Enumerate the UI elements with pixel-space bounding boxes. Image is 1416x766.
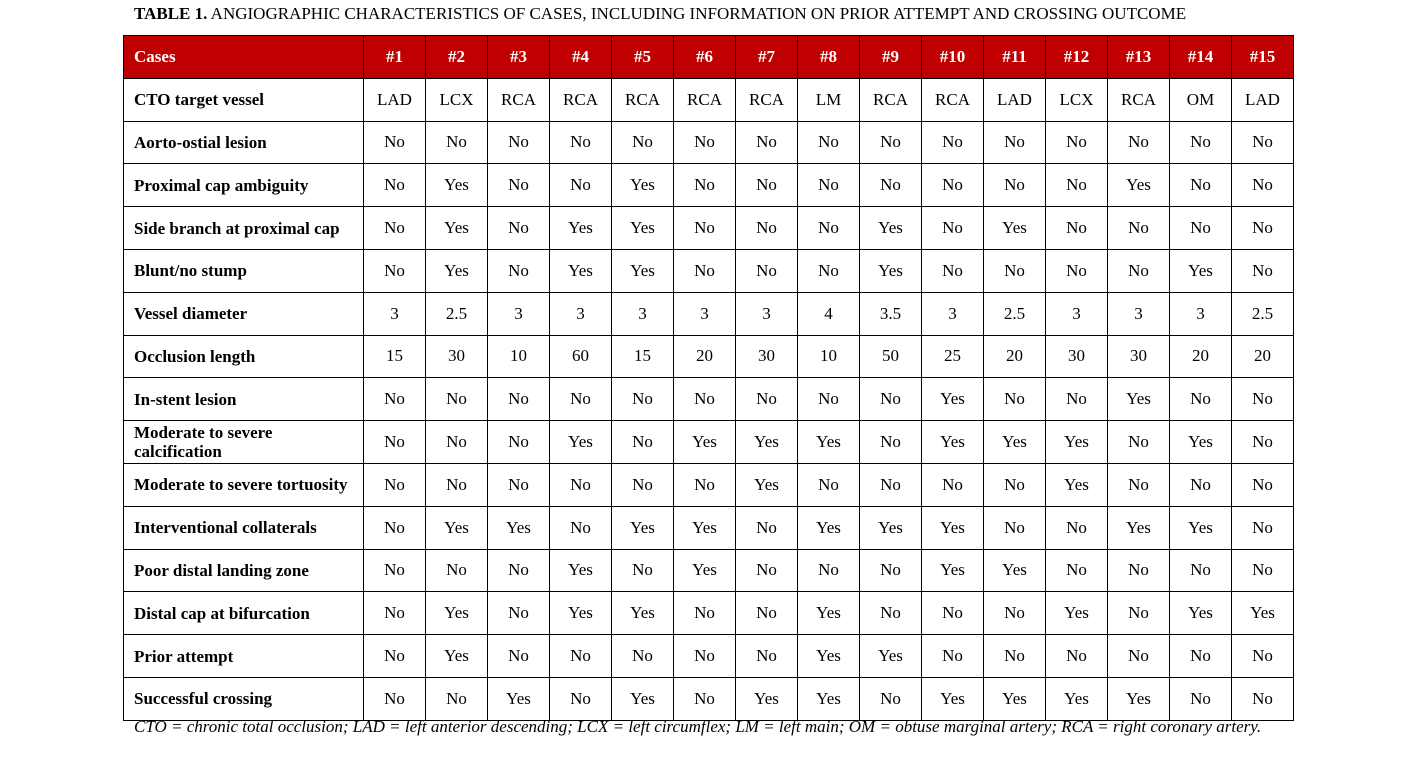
table-cell: No: [1108, 635, 1170, 678]
table-cell: No: [860, 421, 922, 464]
table-cell: No: [984, 592, 1046, 635]
header-case-14: #14: [1170, 36, 1232, 79]
table-cell: No: [488, 121, 550, 164]
table-cell: Yes: [984, 207, 1046, 250]
table-row: [124, 78, 1294, 121]
table-cell: 3: [364, 292, 426, 335]
table-cell: No: [1108, 549, 1170, 592]
table-body: [124, 78, 1294, 720]
header-case-5: #5: [612, 36, 674, 79]
table-cell: No: [364, 421, 426, 464]
table-cell: No: [922, 635, 984, 678]
row-label: Moderate to severe calcification: [124, 421, 364, 464]
table-cell: No: [364, 378, 426, 421]
table-cell: No: [488, 635, 550, 678]
row-label: Aorto-ostial lesion: [124, 121, 364, 164]
table-cell: OM: [1170, 78, 1232, 121]
table-row: [124, 677, 1294, 720]
table-cell: RCA: [550, 78, 612, 121]
table-row: [124, 635, 1294, 678]
table-cell: No: [550, 378, 612, 421]
table-cell: 30: [1108, 335, 1170, 378]
table-cell: No: [1108, 463, 1170, 506]
table-cell: Yes: [550, 421, 612, 464]
table-cell: 30: [736, 335, 798, 378]
table-cell: Yes: [736, 677, 798, 720]
table-cell: No: [798, 463, 860, 506]
table-cell: No: [1232, 249, 1294, 292]
table-cell: RCA: [674, 78, 736, 121]
table-cell: No: [1170, 549, 1232, 592]
table-cell: Yes: [426, 207, 488, 250]
table-cell: Yes: [612, 677, 674, 720]
table-cell: Yes: [426, 635, 488, 678]
row-label: Side branch at proximal cap: [124, 207, 364, 250]
table-title: ANGIOGRAPHIC CHARACTERISTICS OF CASES, INCLUDING INFORMATION ON PRIOR ATTEMPT AND CROSSING OUTCOME: [207, 4, 1187, 23]
table-cell: No: [922, 121, 984, 164]
table-cell: No: [736, 249, 798, 292]
table-cell: Yes: [1046, 592, 1108, 635]
table-cell: No: [364, 249, 426, 292]
table-cell: No: [488, 421, 550, 464]
table-row: [124, 506, 1294, 549]
table-cell: Yes: [426, 164, 488, 207]
table-cell: No: [674, 635, 736, 678]
table-cell: Yes: [984, 421, 1046, 464]
table-cell: Yes: [1108, 677, 1170, 720]
table-cell: No: [1046, 506, 1108, 549]
table-cell: No: [984, 121, 1046, 164]
table-cell: No: [364, 506, 426, 549]
table-cell: No: [364, 677, 426, 720]
table-cell: 3: [1170, 292, 1232, 335]
table-cell: 20: [1170, 335, 1232, 378]
table-cell: No: [426, 677, 488, 720]
table-cell: 3: [612, 292, 674, 335]
table-cell: RCA: [1108, 78, 1170, 121]
row-label: Successful crossing: [124, 677, 364, 720]
table-cell: No: [1232, 164, 1294, 207]
table-cell: No: [984, 506, 1046, 549]
table-cell: No: [736, 592, 798, 635]
table-cell: Yes: [612, 249, 674, 292]
table-cell: No: [1232, 421, 1294, 464]
table-cell: No: [736, 549, 798, 592]
table-cell: No: [1046, 121, 1108, 164]
row-label: Prior attempt: [124, 635, 364, 678]
table-cell: 4: [798, 292, 860, 335]
table-cell: LM: [798, 78, 860, 121]
table-cell: No: [364, 635, 426, 678]
table-cell: No: [860, 677, 922, 720]
header-case-10: #10: [922, 36, 984, 79]
table-cell: RCA: [488, 78, 550, 121]
table-cell: No: [1232, 207, 1294, 250]
table-cell: No: [1108, 121, 1170, 164]
table-cell: No: [550, 121, 612, 164]
table-cell: Yes: [860, 249, 922, 292]
table-cell: No: [550, 506, 612, 549]
table-cell: Yes: [984, 677, 1046, 720]
table-row: [124, 421, 1294, 464]
table-cell: No: [860, 549, 922, 592]
table-cell: 10: [488, 335, 550, 378]
table-cell: Yes: [1232, 592, 1294, 635]
header-case-15: #15: [1232, 36, 1294, 79]
table-cell: Yes: [1170, 421, 1232, 464]
table-cell: 3.5: [860, 292, 922, 335]
table-cell: No: [922, 207, 984, 250]
table-row: [124, 335, 1294, 378]
table-cell: No: [1232, 378, 1294, 421]
table-cell: Yes: [674, 549, 736, 592]
table-row: [124, 121, 1294, 164]
table-cell: Yes: [860, 207, 922, 250]
table-cell: No: [798, 378, 860, 421]
table-cell: No: [426, 421, 488, 464]
table-cell: No: [736, 635, 798, 678]
table-cell: Yes: [922, 549, 984, 592]
table-row: [124, 549, 1294, 592]
table-cell: No: [426, 463, 488, 506]
table-cell: No: [798, 164, 860, 207]
header-case-2: #2: [426, 36, 488, 79]
table-cell: No: [674, 378, 736, 421]
table-row: [124, 249, 1294, 292]
header-case-4: #4: [550, 36, 612, 79]
table-cell: No: [736, 378, 798, 421]
table-cell: No: [1232, 677, 1294, 720]
table-cell: Yes: [1170, 506, 1232, 549]
table-cell: 30: [426, 335, 488, 378]
table-cell: 50: [860, 335, 922, 378]
table-cell: No: [1046, 635, 1108, 678]
table-cell: 20: [1232, 335, 1294, 378]
table-row: [124, 463, 1294, 506]
table-cell: 25: [922, 335, 984, 378]
table-cell: 3: [1108, 292, 1170, 335]
table-cell: No: [798, 207, 860, 250]
table-cell: 3: [922, 292, 984, 335]
table-cell: No: [488, 164, 550, 207]
table-cell: Yes: [798, 635, 860, 678]
row-label: In-stent lesion: [124, 378, 364, 421]
table-cell: No: [860, 164, 922, 207]
table-cell: No: [488, 463, 550, 506]
table-cell: No: [984, 249, 1046, 292]
table-cell: No: [1108, 592, 1170, 635]
table-cell: No: [364, 549, 426, 592]
header-case-3: #3: [488, 36, 550, 79]
table-row: [124, 164, 1294, 207]
header-case-9: #9: [860, 36, 922, 79]
angiographic-table: [123, 35, 1294, 721]
table-cell: Yes: [922, 421, 984, 464]
table-cell: 3: [674, 292, 736, 335]
table-cell: No: [798, 549, 860, 592]
table-cell: No: [1170, 635, 1232, 678]
table-cell: Yes: [1046, 677, 1108, 720]
table-footnote: CTO = chronic total occlusion; LAD = left anterior descending; LCX = left circumflex; LM = left main; OM = obtuse marginal artery; RCA = right coronary artery.: [134, 717, 1262, 736]
table-cell: No: [426, 378, 488, 421]
table-cell: No: [612, 549, 674, 592]
table-cell: Yes: [550, 549, 612, 592]
table-cell: No: [1046, 249, 1108, 292]
table-row: [124, 207, 1294, 250]
table-cell: No: [1170, 677, 1232, 720]
table-cell: LCX: [1046, 78, 1108, 121]
row-label: Distal cap at bifurcation: [124, 592, 364, 635]
table-cell: No: [1046, 164, 1108, 207]
table-cell: No: [1108, 207, 1170, 250]
table-cell: 60: [550, 335, 612, 378]
header-cases: Cases: [124, 36, 364, 79]
table-cell: No: [364, 463, 426, 506]
table-cell: Yes: [550, 249, 612, 292]
row-label: Blunt/no stump: [124, 249, 364, 292]
table-cell: No: [1046, 207, 1108, 250]
table-cell: No: [674, 677, 736, 720]
table-cell: Yes: [1108, 378, 1170, 421]
header-case-6: #6: [674, 36, 736, 79]
table-cell: Yes: [860, 635, 922, 678]
table-cell: No: [364, 164, 426, 207]
table-cell: 2.5: [426, 292, 488, 335]
table-cell: LAD: [1232, 78, 1294, 121]
table-cell: Yes: [736, 463, 798, 506]
table-cell: Yes: [922, 677, 984, 720]
table-cell: No: [860, 121, 922, 164]
table-cell: LAD: [364, 78, 426, 121]
header-case-8: #8: [798, 36, 860, 79]
table-cell: No: [922, 463, 984, 506]
table-cell: Yes: [612, 506, 674, 549]
table-cell: No: [984, 463, 1046, 506]
table-cell: Yes: [488, 677, 550, 720]
table-cell: 10: [798, 335, 860, 378]
table-cell: No: [674, 592, 736, 635]
table-cell: No: [922, 592, 984, 635]
table-cell: No: [984, 635, 1046, 678]
table-cell: Yes: [1108, 506, 1170, 549]
table-cell: No: [1046, 378, 1108, 421]
table-cell: No: [860, 463, 922, 506]
table-cell: 15: [612, 335, 674, 378]
table-number: TABLE 1.: [134, 4, 208, 23]
table-cell: Yes: [674, 506, 736, 549]
table-cell: No: [612, 463, 674, 506]
table-cell: No: [364, 121, 426, 164]
table-cell: No: [364, 207, 426, 250]
table-cell: Yes: [674, 421, 736, 464]
table-row: [124, 592, 1294, 635]
table-cell: No: [488, 549, 550, 592]
table-cell: 3: [550, 292, 612, 335]
table-cell: No: [984, 378, 1046, 421]
table-cell: No: [1170, 164, 1232, 207]
table-cell: No: [922, 249, 984, 292]
row-label: Proximal cap ambiguity: [124, 164, 364, 207]
table-cell: Yes: [984, 549, 1046, 592]
table-header-row: [124, 36, 1294, 79]
row-label: Moderate to severe tortuosity: [124, 463, 364, 506]
row-label: Poor distal landing zone: [124, 549, 364, 592]
table-cell: No: [860, 592, 922, 635]
table-cell: No: [550, 677, 612, 720]
table-cell: 20: [674, 335, 736, 378]
table-cell: No: [674, 207, 736, 250]
table-caption: [134, 4, 1186, 24]
table-cell: No: [984, 164, 1046, 207]
table-cell: No: [1232, 506, 1294, 549]
row-label: Interventional collaterals: [124, 506, 364, 549]
table-cell: Yes: [550, 592, 612, 635]
table-cell: No: [550, 164, 612, 207]
table-cell: Yes: [736, 421, 798, 464]
table-row: [124, 378, 1294, 421]
table-cell: No: [674, 249, 736, 292]
table-cell: 20: [984, 335, 1046, 378]
table-cell: No: [612, 378, 674, 421]
table-cell: Yes: [1046, 463, 1108, 506]
header-case-1: #1: [364, 36, 426, 79]
row-label: Occlusion length: [124, 335, 364, 378]
table-cell: Yes: [860, 506, 922, 549]
table-cell: No: [488, 592, 550, 635]
table-cell: LAD: [984, 78, 1046, 121]
table-cell: 2.5: [984, 292, 1046, 335]
header-case-13: #13: [1108, 36, 1170, 79]
table-cell: No: [426, 549, 488, 592]
table-cell: Yes: [550, 207, 612, 250]
table-cell: 30: [1046, 335, 1108, 378]
table-cell: RCA: [612, 78, 674, 121]
table-cell: Yes: [1170, 249, 1232, 292]
table-cell: Yes: [612, 164, 674, 207]
table-cell: No: [736, 506, 798, 549]
table-cell: No: [1232, 121, 1294, 164]
table-cell: No: [1170, 207, 1232, 250]
table-cell: Yes: [798, 506, 860, 549]
table-cell: No: [1170, 121, 1232, 164]
table-cell: No: [736, 207, 798, 250]
table-cell: Yes: [426, 592, 488, 635]
table-cell: Yes: [798, 677, 860, 720]
header-case-7: #7: [736, 36, 798, 79]
table-cell: Yes: [798, 421, 860, 464]
table-cell: No: [674, 463, 736, 506]
table-row: [124, 292, 1294, 335]
table-cell: 3: [488, 292, 550, 335]
table-cell: RCA: [922, 78, 984, 121]
table-cell: No: [612, 121, 674, 164]
header-case-12: #12: [1046, 36, 1108, 79]
table-cell: No: [612, 421, 674, 464]
table-cell: Yes: [1170, 592, 1232, 635]
table-cell: No: [1046, 549, 1108, 592]
table-cell: 2.5: [1232, 292, 1294, 335]
table-cell: No: [1232, 635, 1294, 678]
table-cell: 3: [1046, 292, 1108, 335]
table-cell: No: [488, 249, 550, 292]
table-cell: Yes: [1046, 421, 1108, 464]
table-cell: No: [1170, 378, 1232, 421]
table-cell: Yes: [488, 506, 550, 549]
table-cell: No: [1232, 463, 1294, 506]
table-cell: No: [798, 249, 860, 292]
table-cell: 15: [364, 335, 426, 378]
table-cell: LCX: [426, 78, 488, 121]
table-cell: No: [798, 121, 860, 164]
table-cell: No: [1108, 249, 1170, 292]
row-label: CTO target vessel: [124, 78, 364, 121]
table-cell: No: [922, 164, 984, 207]
table-cell: No: [612, 635, 674, 678]
table-cell: No: [1170, 463, 1232, 506]
table-cell: Yes: [426, 249, 488, 292]
table-cell: Yes: [612, 592, 674, 635]
table-cell: No: [488, 378, 550, 421]
table-cell: No: [426, 121, 488, 164]
table-cell: No: [550, 635, 612, 678]
table-cell: Yes: [426, 506, 488, 549]
table-cell: No: [488, 207, 550, 250]
table-cell: 3: [736, 292, 798, 335]
table-cell: No: [674, 164, 736, 207]
table-cell: Yes: [798, 592, 860, 635]
table-cell: No: [1232, 549, 1294, 592]
table-cell: No: [736, 164, 798, 207]
table-cell: RCA: [736, 78, 798, 121]
table-cell: Yes: [922, 506, 984, 549]
table-cell: No: [1108, 421, 1170, 464]
table-cell: Yes: [612, 207, 674, 250]
table-cell: No: [860, 378, 922, 421]
table-cell: Yes: [1108, 164, 1170, 207]
table-cell: RCA: [860, 78, 922, 121]
table-cell: No: [364, 592, 426, 635]
header-case-11: #11: [984, 36, 1046, 79]
table-cell: No: [674, 121, 736, 164]
row-label: Vessel diameter: [124, 292, 364, 335]
table-cell: No: [550, 463, 612, 506]
table-cell: Yes: [922, 378, 984, 421]
table-cell: No: [736, 121, 798, 164]
